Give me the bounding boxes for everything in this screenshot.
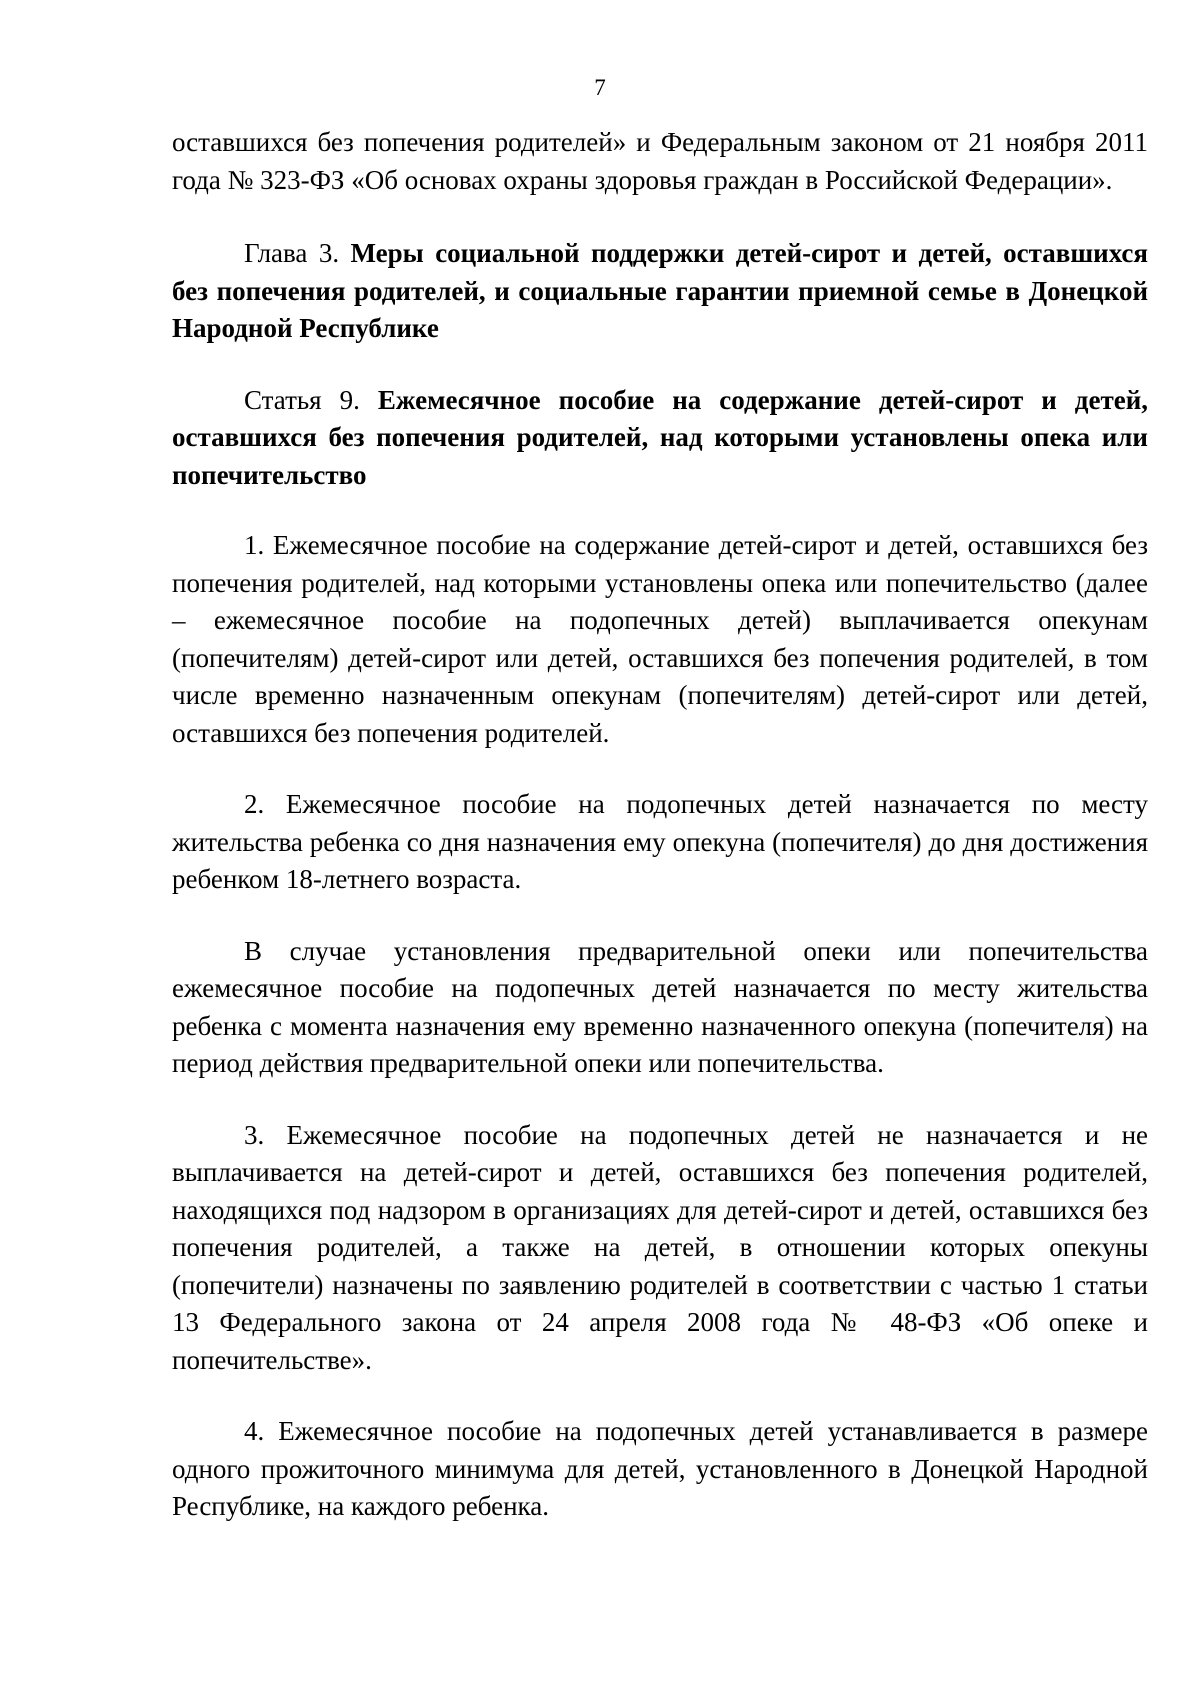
chapter-label: Глава 3. [244,238,340,268]
document-body [172,124,1148,1526]
paragraph-2: 2. Ежемесячное пособие на подопечных детей назначается по месту жительства ребенка со дня назначения ему опекуна (попечителя) до дня достижения ребенком 18-летнего возраста. [172,789,1148,894]
chapter-title: Меры социальной поддержки детей-сирот и детей, оставшихся без попечения родителей, и социальные гарантии приемной семье в Донецкой Народной Республике [172,238,1149,343]
article-label: Статья 9. [244,384,360,415]
page-number: 7 [594,75,606,100]
paragraph-2-continuation: В случае установления предварительной опеки или попечительства ежемесячное пособие на подопечных детей назначается по месту жительства ребенка с момента назначения ему временно назначенного опекуна (попечителя) на период действия предварительной опеки или попечительства. [172,935,1148,1078]
paragraph-1: 1. Ежемесячное пособие на содержание детей-сирот и детей, оставшихся без попечения родителей, над которыми установлены опека или попечительство (далее – ежемесячное пособие на подопечных детей) выплачивается опекунам (попечителям) детей-сирот или детей, оставшихся без попечения родителей, в том числе временно назначенным опекунам (попечителям) детей-сирот или детей, оставшихся без попечения родителей. [172,530,1148,748]
intro-paragraph: оставшихся без попечения родителей» и Федеральным законом от 21 ноября 2011 года № 323-ФЗ «Об основах охраны здоровья граждан в Российской Федерации». [172,127,1148,195]
article-title: Ежемесячное пособие на содержание детей-сирот и детей, оставшихся без попечения родителей, над которыми установлены опека или попечительство [172,384,1149,490]
paragraph-3: 3. Ежемесячное пособие на подопечных детей не назначается и не выплачивается на детей-сирот и детей, оставшихся без попечения родителей, находящихся под надзором в организациях для детей-сирот и детей, оставшихся без попечения родителей, а также на детей, в отношении которых опекуны (попечители) назначены по заявлению родителей в соответствии с частью 1 статьи 13 Федерального закона от 24 апреля 2008 года № 48-ФЗ «Об опеке и попечительстве». [172,1119,1148,1375]
article-heading [172,382,1148,495]
chapter-heading [172,235,1148,348]
paragraph-4: 4. Ежемесячное пособие на подопечных детей устанавливается в размере одного прожиточного минимума для детей, установленного в Донецкой Народной Республике, на каждого ребенка. [172,1416,1148,1521]
